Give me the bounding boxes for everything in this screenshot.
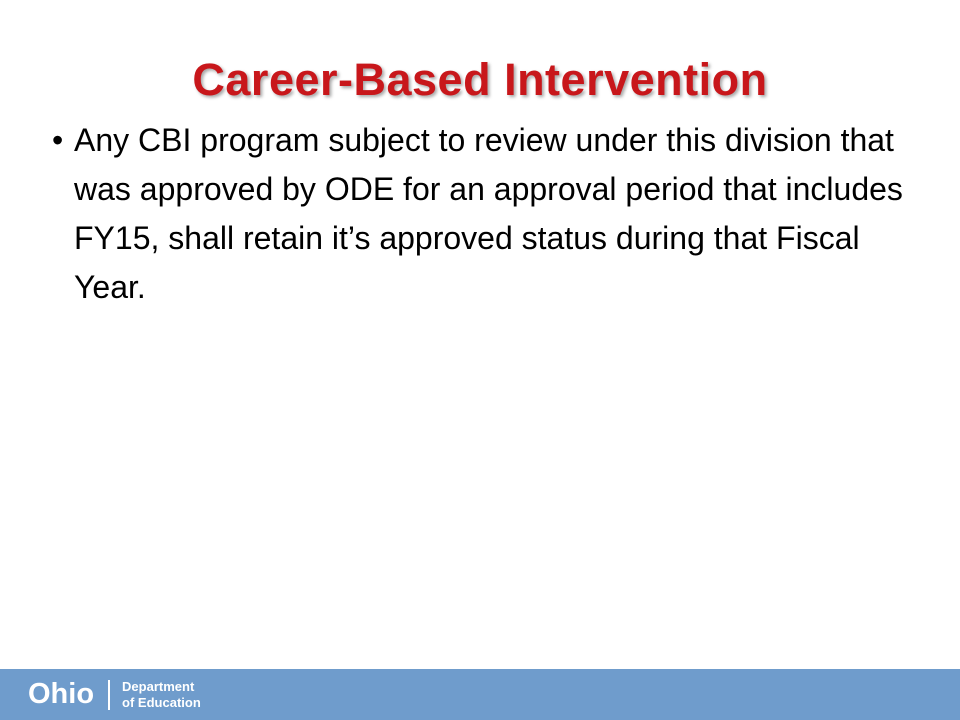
ohio-department-of-education-logo	[28, 669, 201, 720]
logo-line-1: Department	[122, 678, 195, 694]
slide-content	[52, 116, 922, 312]
bullet-marker: •	[52, 122, 64, 158]
logo-department-text	[122, 679, 201, 711]
logo-divider	[108, 680, 110, 710]
footer-bar	[0, 669, 960, 720]
logo-line-2: of Education	[122, 694, 201, 710]
bullet-text: Any CBI program subject to review under this division that was approved by ODE for an approval period that includes FY15, shall retain it’s approved status during that Fiscal Year.	[74, 122, 903, 305]
logo-wordmark: Ohio	[28, 678, 95, 710]
bullet-list	[52, 116, 922, 312]
slide-title: Career-Based Intervention	[192, 54, 768, 105]
bullet-item	[52, 116, 922, 312]
